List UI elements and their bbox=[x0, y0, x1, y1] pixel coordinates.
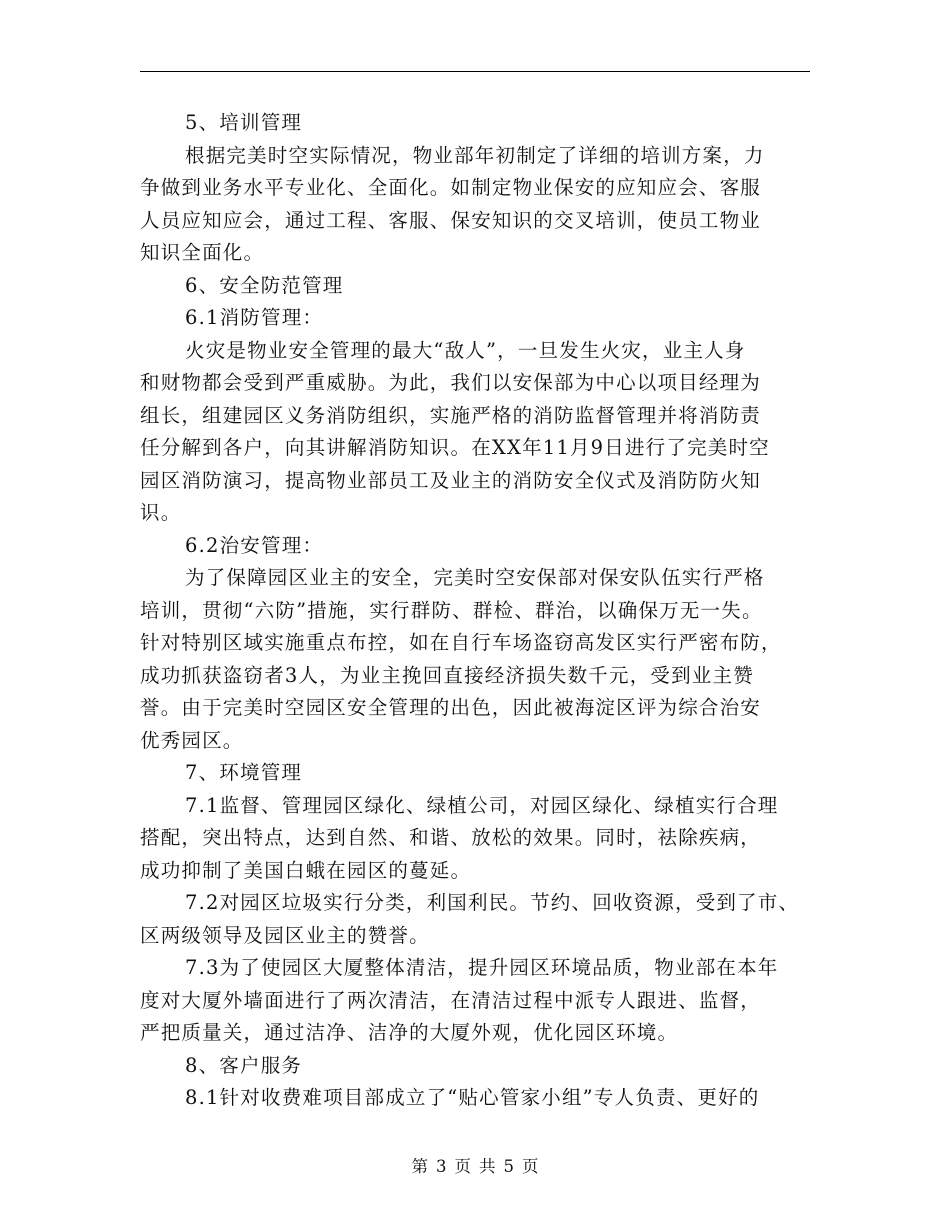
text-line: 5、培训管理 bbox=[185, 111, 303, 134]
text-line: 7.2对园区垃圾实行分类，利国利民。节约、回收资源，受到了市、 bbox=[185, 891, 800, 914]
footer-gong: 共 bbox=[479, 1157, 496, 1176]
text-line: 针对特别区域实施重点布控，如在自行车场盗窃高发区实行严密布防， bbox=[140, 631, 782, 654]
text-line: 和财物都会受到严重威胁。为此，我们以安保部为中心以项目经理为 bbox=[140, 371, 762, 394]
page-footer bbox=[0, 1153, 950, 1177]
header-rule bbox=[140, 71, 810, 72]
text-line: 人员应知应会，通过工程、客服、保安知识的交叉培训，使员工物业 bbox=[140, 208, 762, 232]
text-line: 誉。由于完美时空园区安全管理的出色，因此被海淀区评为综合治安 bbox=[140, 696, 762, 719]
text-line: 6、安全防范管理 bbox=[185, 273, 344, 297]
text-line: 成功抓获盗窃者3人，为业主挽回直接经济损失数千元，受到业主赞 bbox=[140, 663, 754, 687]
text-line: 优秀园区。 bbox=[140, 728, 244, 752]
text-line: 严把质量关，通过洁净、洁净的大厦外观，优化园区环境。 bbox=[140, 1021, 679, 1044]
footer-ye2: 页 bbox=[522, 1157, 539, 1176]
text-line: 知识全面化。 bbox=[140, 241, 265, 264]
footer-di: 第 bbox=[411, 1157, 428, 1176]
text-line: 成功抑制了美国白蛾在园区的蔓延。 bbox=[140, 858, 472, 882]
footer-total-pages: 5 bbox=[503, 1157, 514, 1176]
text-line: 任分解到各户，向其讲解消防知识。在XX年11月9日进行了完美时空 bbox=[140, 436, 770, 459]
text-line: 园区消防演习，提高物业部员工及业主的消防安全仪式及消防防火知 bbox=[140, 468, 762, 492]
text-line: 根据完美时空实际情况，物业部年初制定了详细的培训方案，力 bbox=[185, 143, 765, 167]
text-line: 6.1消防管理： bbox=[185, 306, 324, 329]
text-line: 7.3为了使园区大厦整体清洁，提升园区环境品质，物业部在本年 bbox=[185, 956, 779, 979]
text-line: 6.2治安管理： bbox=[185, 533, 324, 557]
text-line: 火灾是物业安全管理的最大“敌人”，一旦发生火灾，业主人身 bbox=[185, 338, 746, 362]
text-line: 区两级领导及园区业主的赞誉。 bbox=[140, 923, 430, 947]
text-line: 为了保障园区业主的安全，完美时空安保部对保安队伍实行严格 bbox=[185, 566, 765, 589]
text-line: 7、环境管理 bbox=[185, 761, 303, 784]
text-line: 识。 bbox=[140, 501, 182, 524]
text-line: 8.1针对收费难项目部成立了“贴心管家小组”专人负责、更好的 bbox=[185, 1086, 760, 1109]
text-line: 争做到业务水平专业化、全面化。如制定物业保安的应知应会、客服 bbox=[140, 176, 762, 199]
text-line: 7.1监督、管理园区绿化、绿植公司，对园区绿化、绿植实行合理 bbox=[185, 793, 779, 817]
text-line: 组长，组建园区义务消防组织，实施严格的消防监督管理并将消防责 bbox=[140, 403, 762, 427]
footer-ye: 页 bbox=[454, 1157, 471, 1176]
document-body bbox=[140, 107, 812, 1115]
text-line: 培训，贯彻“六防”措施，实行群防、群检、群治，以确保万无一失。 bbox=[140, 598, 763, 622]
footer-current-page: 3 bbox=[436, 1157, 447, 1176]
text-line: 搭配，突出特点，达到自然、和谐、放松的效果。同时，祛除疾病， bbox=[140, 826, 762, 849]
text-line: 8、客户服务 bbox=[185, 1053, 303, 1077]
text-line: 度对大厦外墙面进行了两次清洁，在清洁过程中派专人跟进、监督， bbox=[140, 988, 762, 1012]
